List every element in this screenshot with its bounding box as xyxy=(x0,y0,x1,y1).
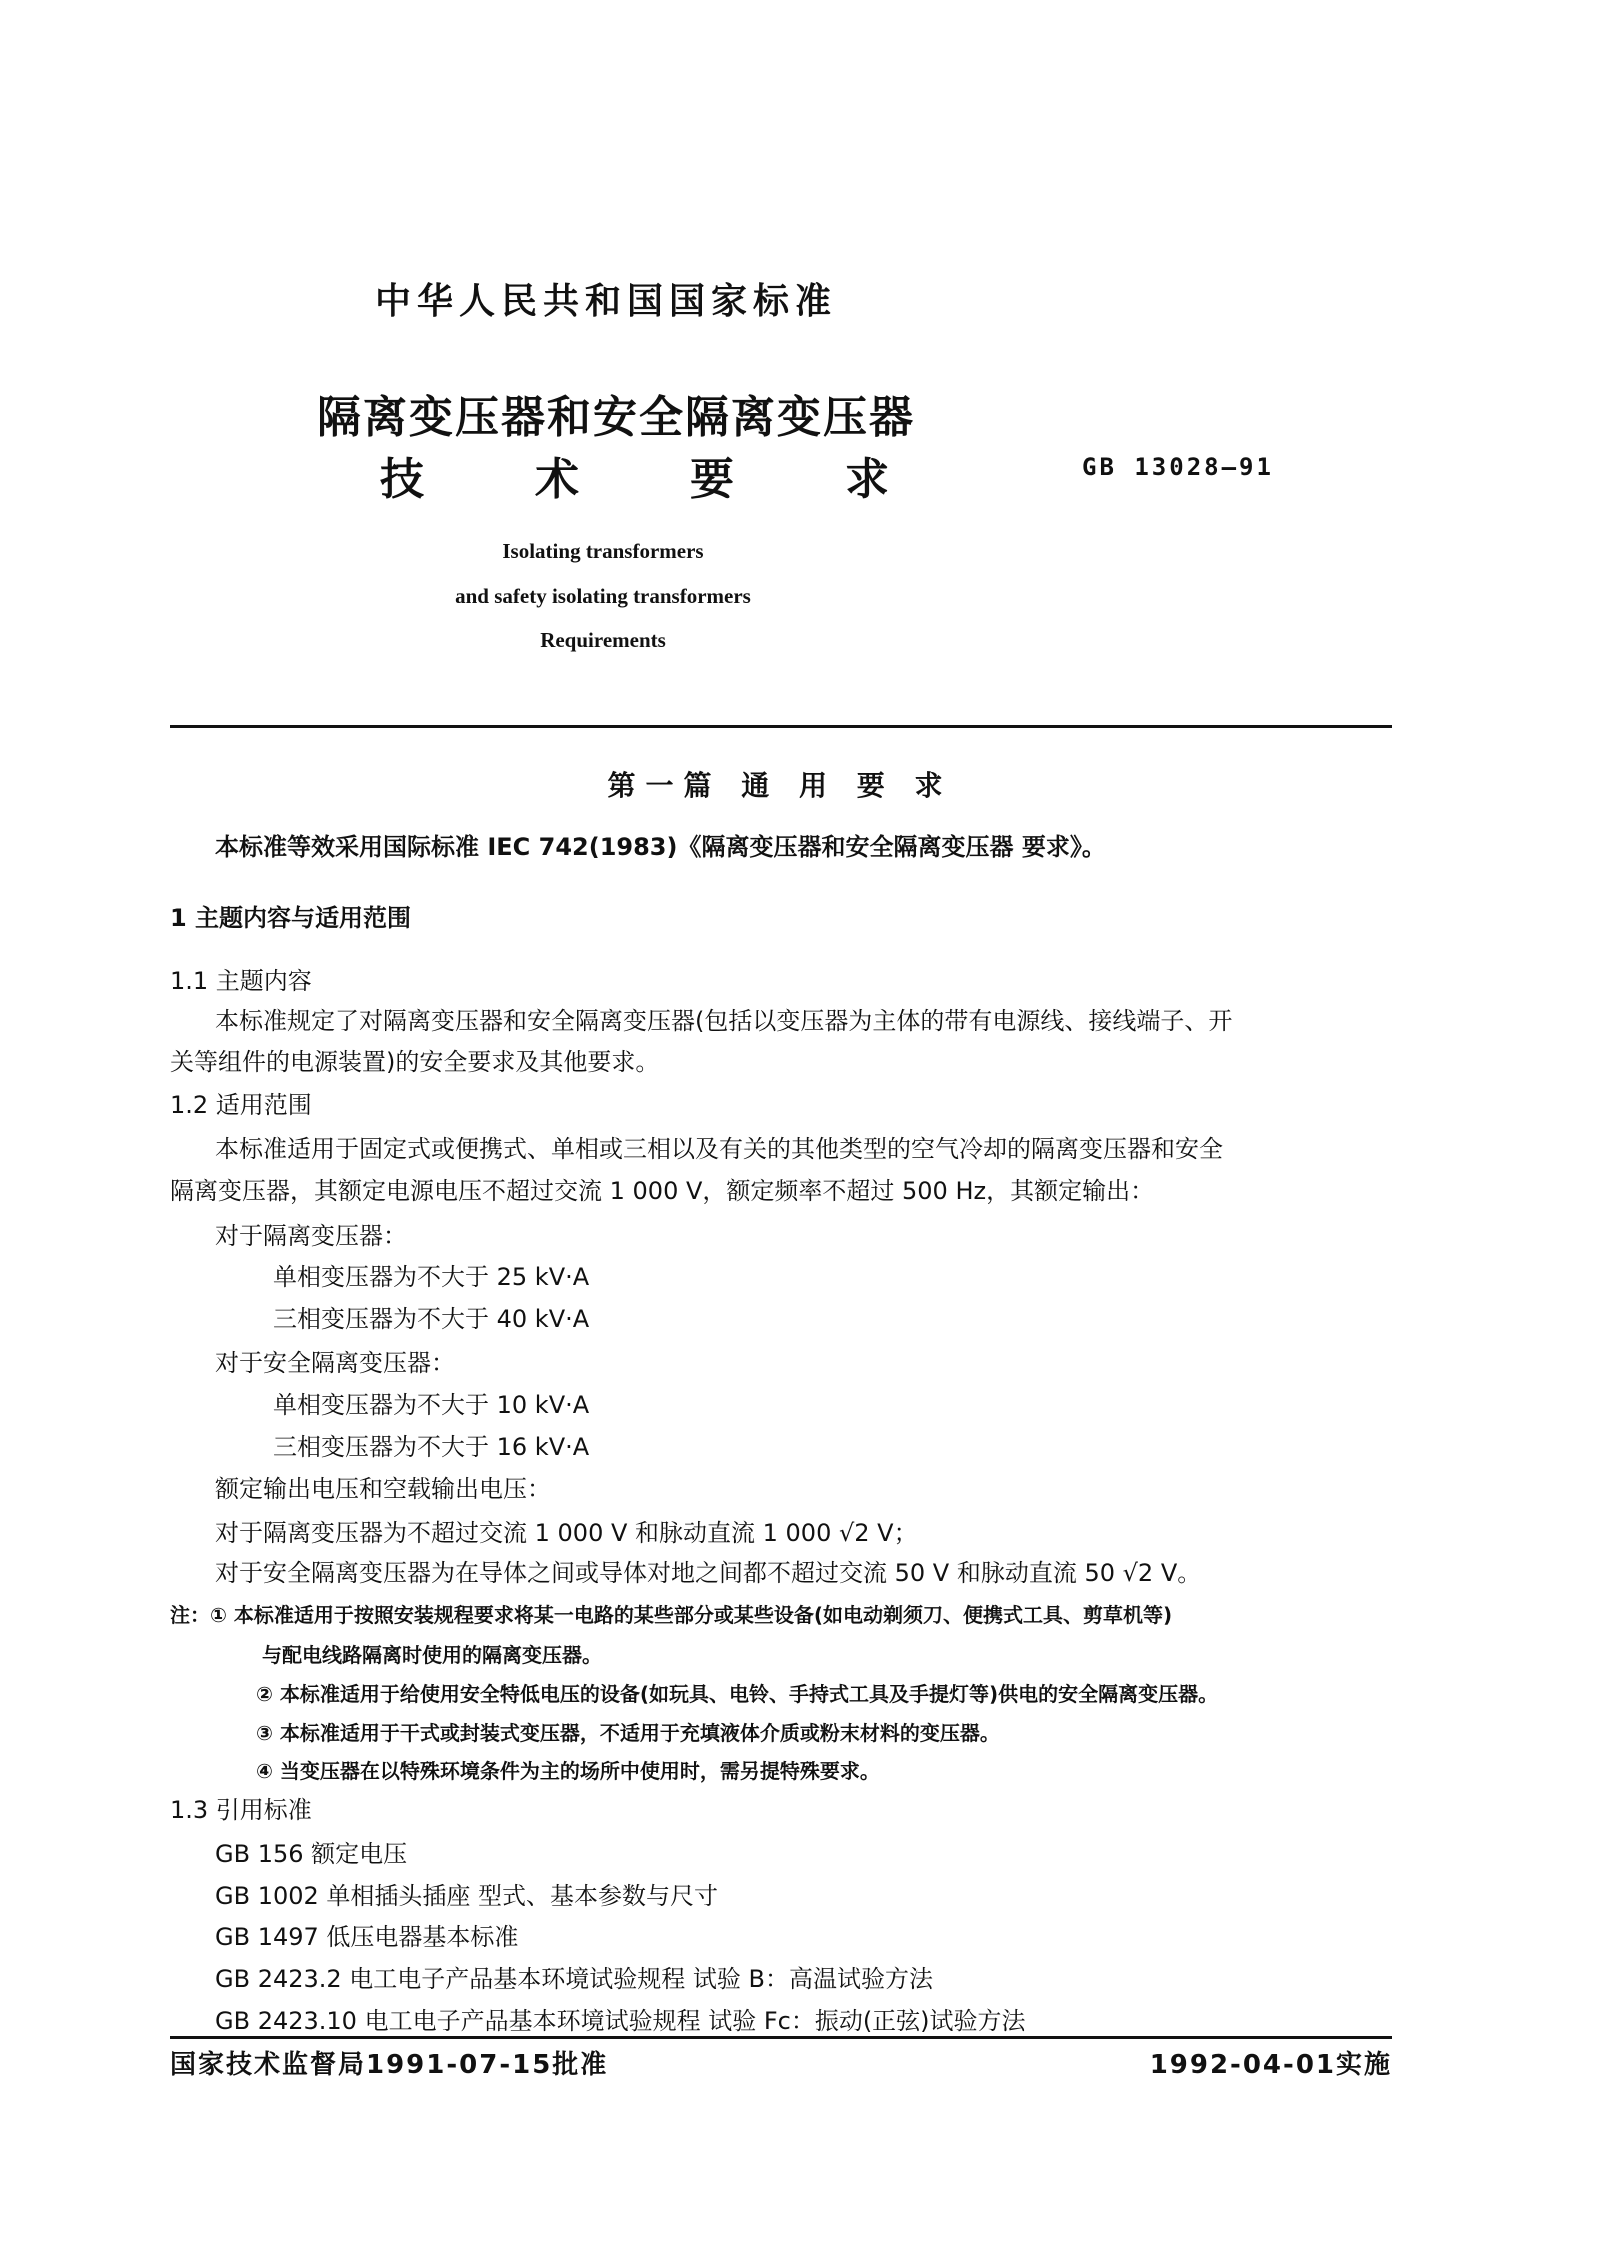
standard-code: GB 13028—91 xyxy=(1082,453,1274,481)
english-title-3: Requirements xyxy=(540,628,666,652)
reference-item: GB 156 额定电压 xyxy=(215,1840,408,1868)
reference-item: GB 2423.2 电工电子产品基本环境试验规程 试验 B：高温试验方法 xyxy=(215,1965,934,1993)
paragraph: 本标准规定了对隔离变压器和安全隔离变压器(包括以变压器为主体的带有电源线、接线端子、开 xyxy=(215,1007,1233,1035)
reference-item: GB 2423.10 电工电子产品基本环境试验规程 试验 Fc：振动(正弦)试验方法 xyxy=(215,2007,1026,2035)
footer-divider xyxy=(170,2036,1392,2039)
paragraph: 三相变压器为不大于 40 kV·A xyxy=(273,1305,590,1333)
note: 与配电线路隔离时使用的隔离变压器。 xyxy=(262,1643,602,1667)
paragraph: 单相变压器为不大于 10 kV·A xyxy=(273,1391,590,1419)
section-1-3-heading: 1.3 引用标准 xyxy=(170,1796,312,1824)
title-char: 术 xyxy=(535,454,579,505)
title-char: 求 xyxy=(845,454,889,505)
section-1-2-heading: 1.2 适用范围 xyxy=(170,1091,312,1119)
paragraph: 本标准适用于固定式或便携式、单相或三相以及有关的其他类型的空气冷却的隔离变压器和安全 xyxy=(215,1135,1223,1163)
reference-item: GB 1497 低压电器基本标准 xyxy=(215,1923,519,1951)
divider xyxy=(170,725,1392,728)
paragraph: 对于隔离变压器为不超过交流 1 000 V 和脉动直流 1 000 √2 V； xyxy=(215,1519,918,1547)
note: 注：① 本标准适用于按照安装规程要求将某一电路的某些部分或某些设备(如电动剃须刀、便携式工具、剪草机等) xyxy=(170,1603,1173,1627)
title-line-2 xyxy=(380,454,1000,505)
note: ③ 本标准适用于干式或封装式变压器，不适用于充填液体介质或粉末材料的变压器。 xyxy=(256,1721,1000,1745)
paragraph: 隔离变压器，其额定电源电压不超过交流 1 000 V，额定频率不超过 500 Hz，其额定输出： xyxy=(170,1177,1155,1205)
effective-date: 1992-04-01实施 xyxy=(1149,2050,1392,2080)
paragraph: 关等组件的电源装置)的安全要求及其他要求。 xyxy=(170,1048,660,1076)
english-title-2: and safety isolating transformers xyxy=(455,584,751,608)
english-title-1: Isolating transformers xyxy=(502,539,704,563)
note: ④ 当变压器在以特殊环境条件为主的场所中使用时，需另提特殊要求。 xyxy=(256,1759,880,1783)
standard-type: 中华人民共和国国家标准 xyxy=(375,281,838,322)
paragraph: 对于安全隔离变压器： xyxy=(215,1349,455,1377)
paragraph: 三相变压器为不大于 16 kV·A xyxy=(273,1433,590,1461)
approval-date: 国家技术监督局1991-07-15批准 xyxy=(170,2050,609,2080)
section-1-heading: 1 主题内容与适用范围 xyxy=(170,904,412,932)
title-char: 技 xyxy=(380,454,424,505)
adoption-statement: 本标准等效采用国际标准 IEC 742(1983)《隔离变压器和安全隔离变压器 要求》。 xyxy=(215,833,1106,861)
reference-item: GB 1002 单相插头插座 型式、基本参数与尺寸 xyxy=(215,1882,719,1910)
title-line-1: 隔离变压器和安全隔离变压器 xyxy=(317,392,915,443)
paragraph: 对于安全隔离变压器为在导体之间或导体对地之间都不超过交流 50 V 和脉动直流 50 √2 V。 xyxy=(215,1559,1202,1587)
paragraph: 对于隔离变压器： xyxy=(215,1222,407,1250)
paragraph: 单相变压器为不大于 25 kV·A xyxy=(273,1263,590,1291)
section-1-1-heading: 1.1 主题内容 xyxy=(170,967,312,995)
part-title: 第一篇 通 用 要 求 xyxy=(607,769,953,802)
note: ② 本标准适用于给使用安全特低电压的设备(如玩具、电铃、手持式工具及手提灯等)供电的安全隔离变压器。 xyxy=(256,1682,1219,1706)
title-char: 要 xyxy=(690,454,734,505)
paragraph: 额定输出电压和空载输出电压： xyxy=(215,1475,551,1503)
